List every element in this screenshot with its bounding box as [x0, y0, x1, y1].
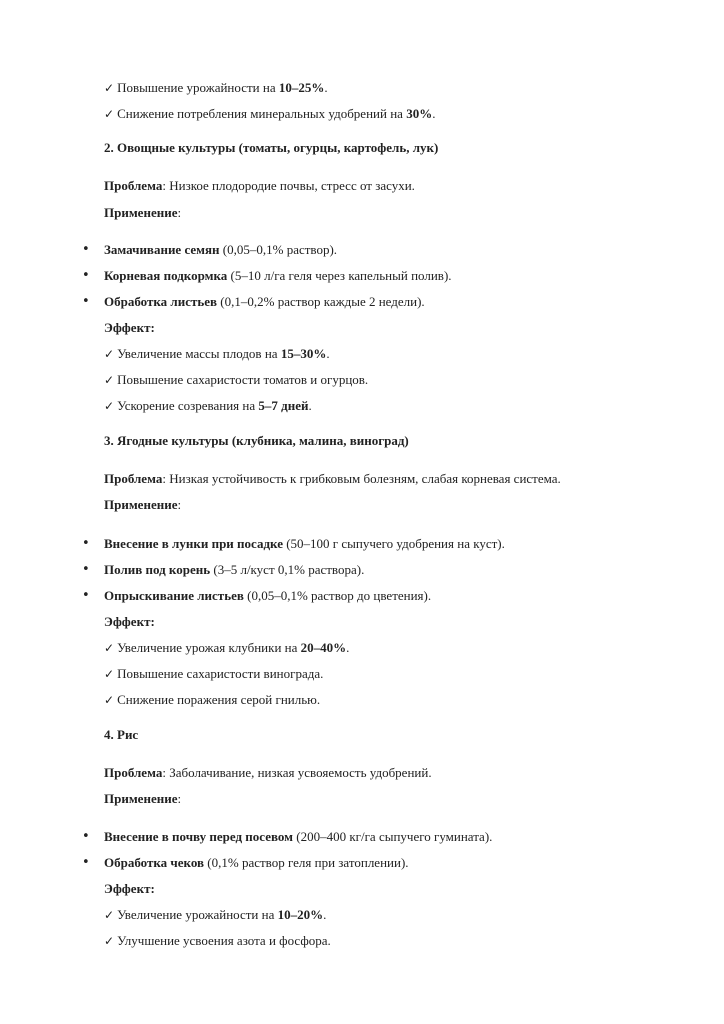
bullet-icon: •	[82, 562, 90, 577]
effect-label: Эффект:	[104, 881, 155, 896]
application-label: Применение:	[104, 497, 182, 512]
problem-line: Проблема: Заболачивание, низкая усвояемость удобрений.	[104, 765, 432, 780]
section-heading: 2. Овощные культуры (томаты, огурцы, картофель, лук)	[104, 140, 439, 155]
check-icon: ✓	[104, 667, 115, 681]
list-item: Обработка листьев (0,1–0,2% раствор каждые 2 недели).	[104, 294, 425, 309]
check-icon: ✓	[104, 81, 115, 95]
effect-label: Эффект:	[104, 614, 155, 629]
list-item: Обработка чеков (0,1% раствор геля при затоплении).	[104, 855, 409, 870]
effect-line: ✓ Повышение сахаристости винограда.	[104, 666, 324, 681]
bullet-icon: •	[82, 536, 90, 551]
effect-label: Эффект:	[104, 320, 155, 335]
effect-line: ✓ Улучшение усвоения азота и фосфора.	[104, 933, 331, 948]
bullet-icon: •	[82, 829, 90, 844]
section-heading: 4. Рис	[104, 727, 139, 742]
list-item: Внесение в лунки при посадке (50–100 г сыпучего удобрения на куст).	[104, 536, 505, 551]
check-icon: ✓	[104, 373, 115, 387]
effect-line: ✓ Увеличение урожайности на 10–20%.	[104, 907, 327, 922]
problem-line: Проблема: Низкое плодородие почвы, стресс от засухи.	[104, 178, 415, 193]
list-item: Полив под корень (3–5 л/куст 0,1% раствора).	[104, 562, 365, 577]
effect-line: ✓ Повышение сахаристости томатов и огурцов.	[104, 372, 369, 387]
bullet-icon: •	[82, 242, 90, 257]
check-icon: ✓	[104, 641, 115, 655]
check-icon: ✓	[104, 107, 115, 121]
effect-line: ✓ Увеличение массы плодов на 15–30%.	[104, 346, 330, 361]
application-label: Применение:	[104, 791, 182, 806]
list-item: Внесение в почву перед посевом (200–400 кг/га сыпучего гумината).	[104, 829, 493, 844]
check-icon: ✓	[104, 347, 115, 361]
bullet-icon: •	[82, 588, 90, 603]
problem-line: Проблема: Низкая устойчивость к грибковым болезням, слабая корневая система.	[104, 471, 561, 486]
check-icon: ✓	[104, 908, 115, 922]
effect-line: ✓ Снижение поражения серой гнилью.	[104, 692, 321, 707]
bullet-icon: •	[82, 855, 90, 870]
check-icon: ✓	[104, 693, 115, 707]
list-item: Опрыскивание листьев (0,05–0,1% раствор до цветения).	[104, 588, 432, 603]
effect-line: ✓ Ускорение созревания на 5–7 дней.	[104, 398, 312, 413]
effect-line: ✓ Увеличение урожая клубники на 20–40%.	[104, 640, 350, 655]
bullet-icon: •	[82, 268, 90, 283]
check-icon: ✓	[104, 934, 115, 948]
section-heading: 3. Ягодные культуры (клубника, малина, виноград)	[104, 433, 409, 448]
effect-line: ✓ Повышение урожайности на 10–25%.	[104, 80, 328, 95]
bullet-icon: •	[82, 294, 90, 309]
list-item: Замачивание семян (0,05–0,1% раствор).	[104, 242, 338, 257]
list-item: Корневая подкормка (5–10 л/га геля через капельный полив).	[104, 268, 452, 283]
application-label: Применение:	[104, 205, 182, 220]
effect-line: ✓ Снижение потребления минеральных удобрений на 30%.	[104, 106, 436, 121]
check-icon: ✓	[104, 399, 115, 413]
